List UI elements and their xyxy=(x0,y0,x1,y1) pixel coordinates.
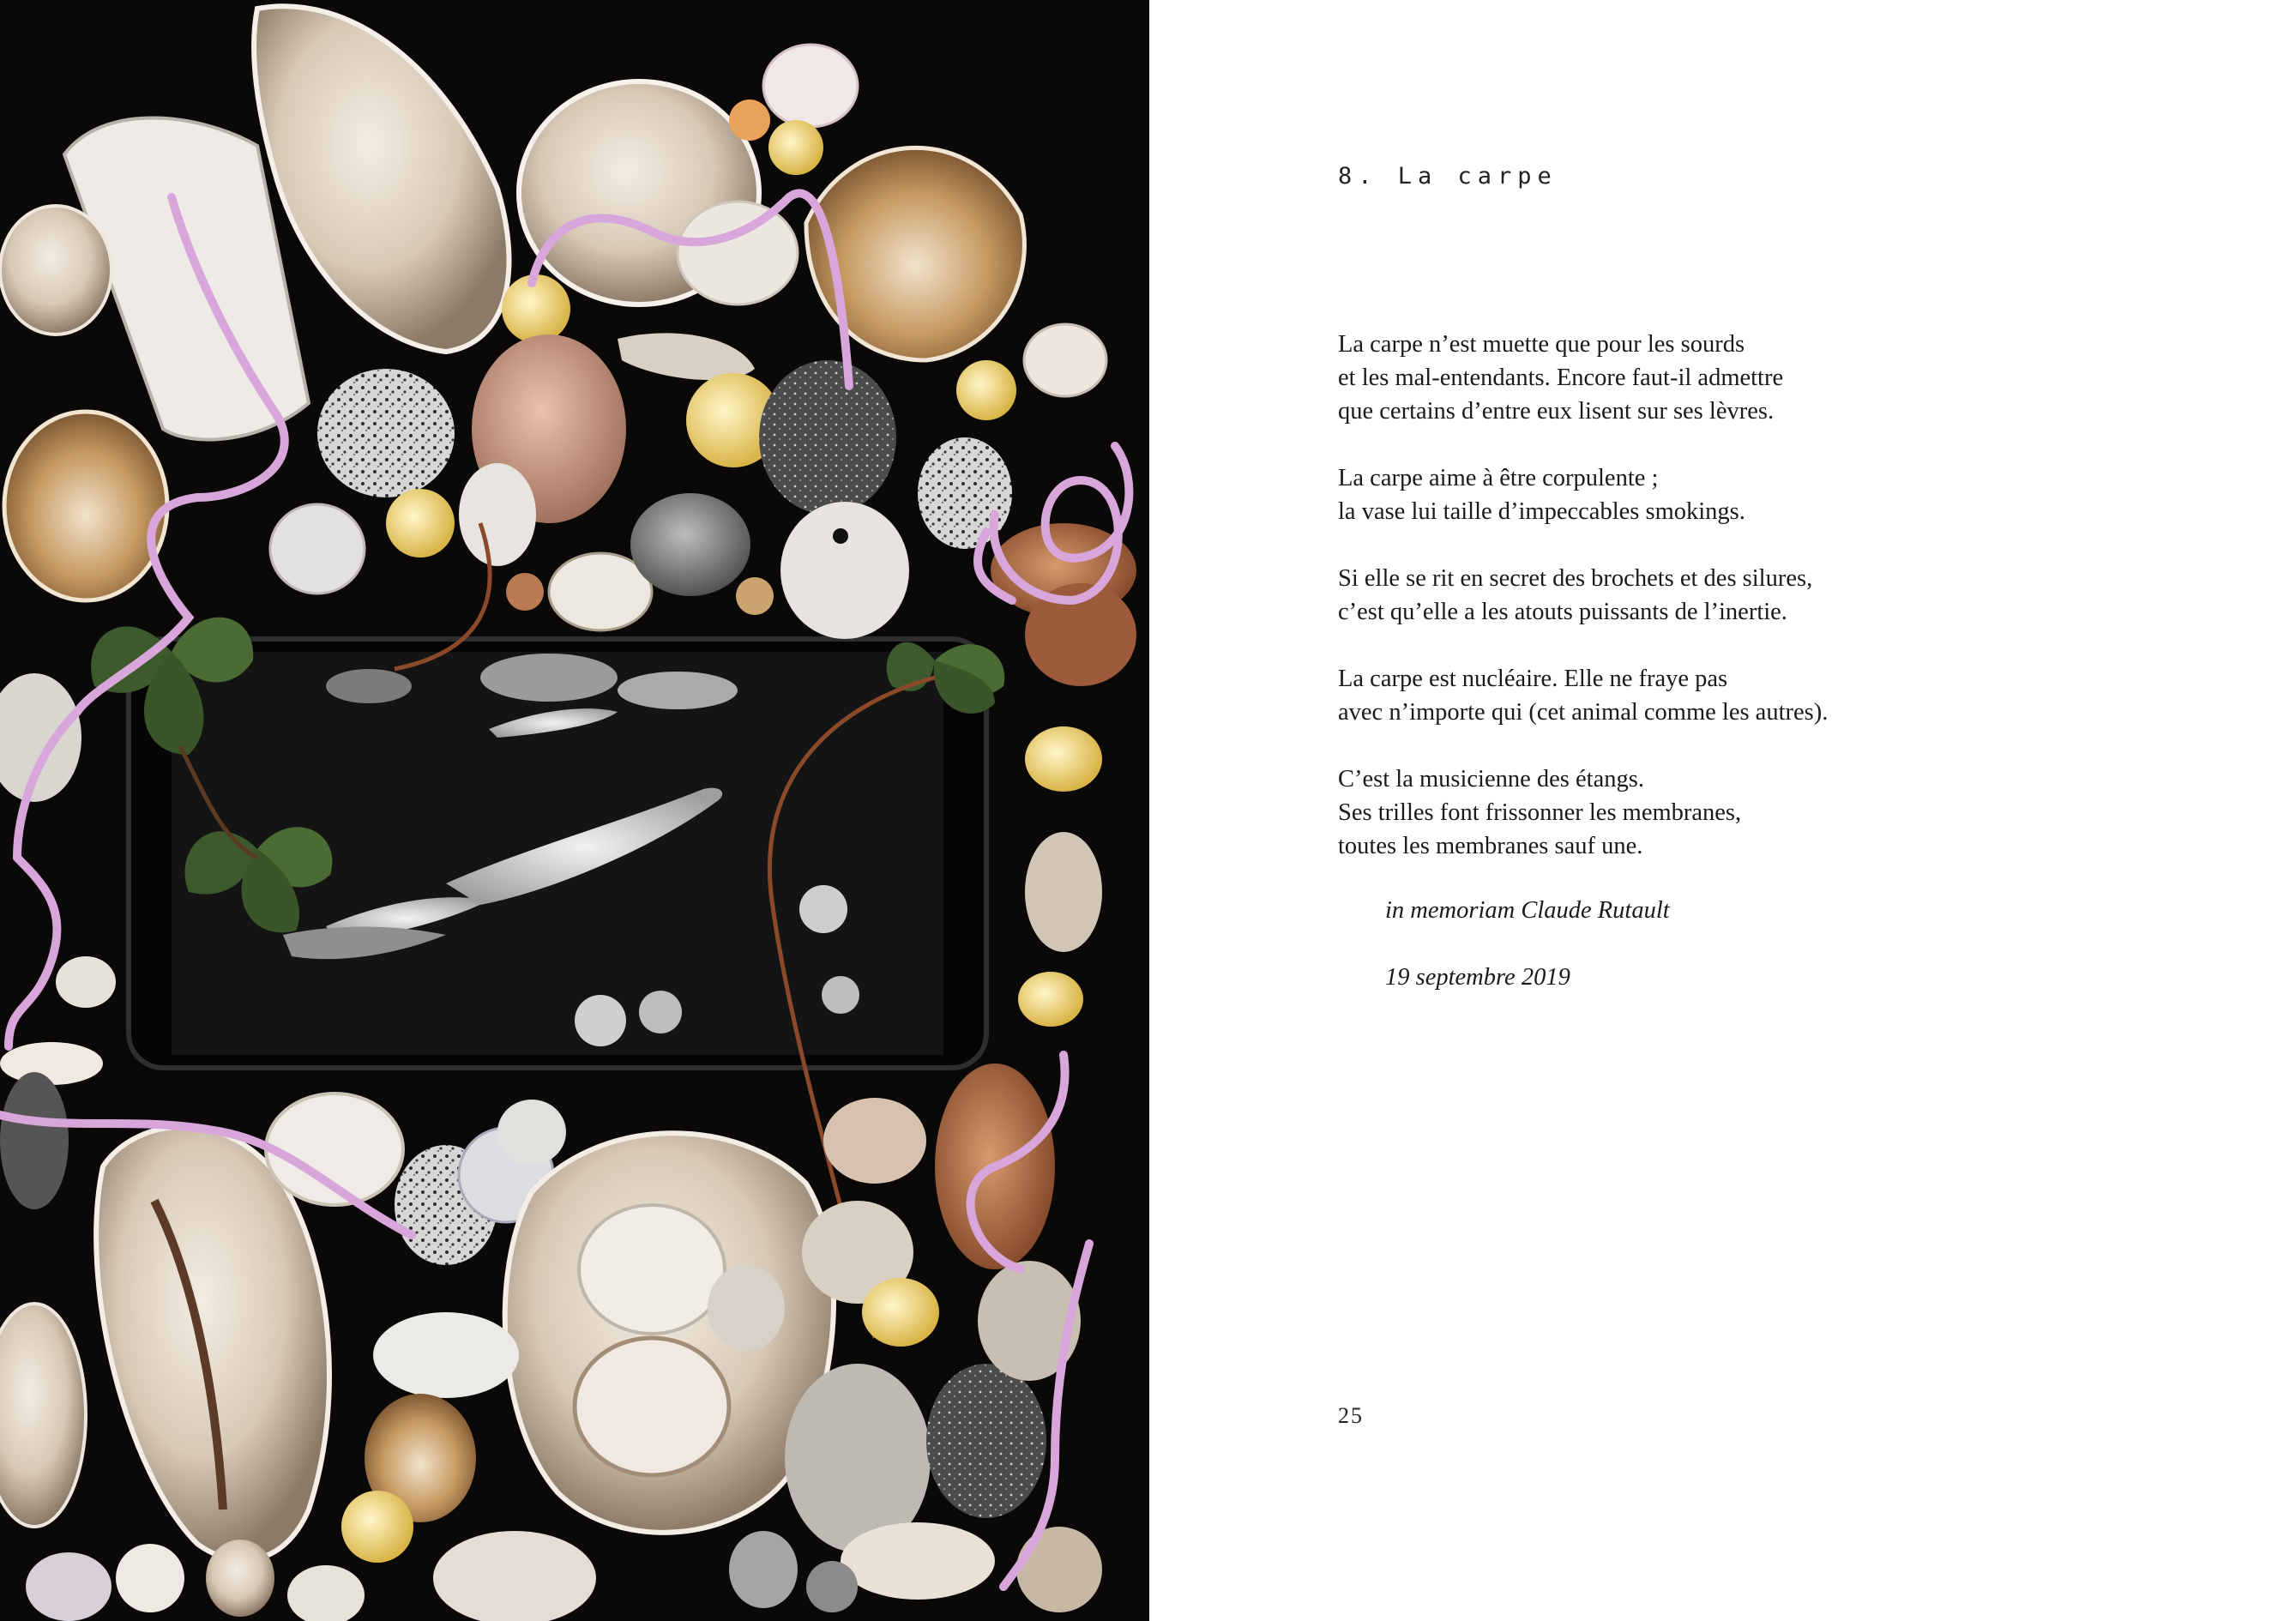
stanza-3 xyxy=(1338,562,2110,629)
poem-title: 8. La carpe xyxy=(1338,163,1558,190)
stanza-2 xyxy=(1338,461,2110,528)
verse-line: toutes les membranes sauf une. xyxy=(1338,833,1643,859)
stanza-5 xyxy=(1338,762,2110,863)
verse-line: La carpe n’est muette que pour les sourds xyxy=(1338,331,1745,358)
page-number: 25 xyxy=(1338,1403,1364,1428)
verse-line: C’est la musicienne des étangs. xyxy=(1338,766,1644,792)
verse-line: la vase lui taille d’impeccables smokings. xyxy=(1338,498,1745,525)
verse-line: que certains d’entre eux lisent sur ses lèvres. xyxy=(1338,398,1775,425)
text-page xyxy=(1149,0,2296,1621)
poem-date: 19 septembre 2019 xyxy=(1385,964,1570,991)
verse-line: La carpe aime à être corpulente ; xyxy=(1338,465,1659,491)
verse-line: avec n’importe qui (cet animal comme les autres). xyxy=(1338,699,1829,726)
verse-line: c’est qu’elle a les atouts puissants de l’inertie. xyxy=(1338,599,1787,625)
verse-line: Si elle se rit en secret des brochets et des silures, xyxy=(1338,565,1813,592)
stanza-1 xyxy=(1338,328,2110,428)
poem-dedication: in memoriam Claude Rutault xyxy=(1385,897,1670,924)
verse-line: La carpe est nucléaire. Elle ne fraye pas xyxy=(1338,666,1728,692)
verse-line: et les mal-entendants. Encore faut-il admettre xyxy=(1338,365,1784,391)
verse-line: Ses trilles font frissonner les membranes, xyxy=(1338,799,1742,826)
stanza-4 xyxy=(1338,662,2110,729)
poem-body xyxy=(1338,328,2110,896)
